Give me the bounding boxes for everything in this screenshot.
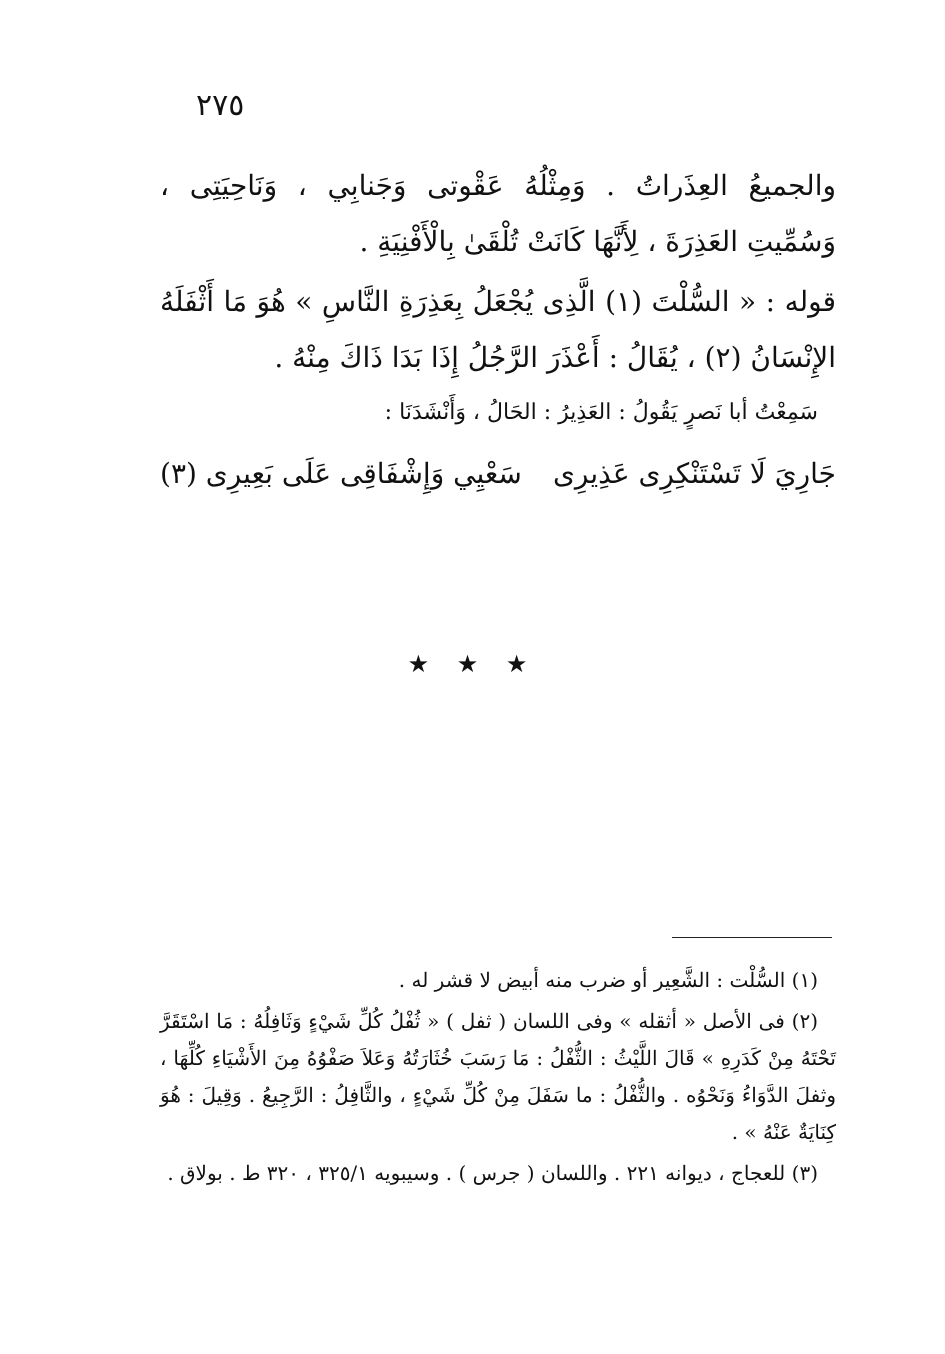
footnote-3-text: (٣) للعجاج ، ديوانه ٢٢١ . واللسان ( جرس ) . وسيبويه ٣٢٥/١ ، ٣٢٠ ط . بولاق .: [167, 1161, 818, 1185]
page-number: ٢٧٥: [196, 88, 245, 123]
footnote-2: [160, 1003, 836, 1151]
poetry-verse: [160, 446, 836, 502]
footnote-2-text: (٢) فى الأصل « أثقله » وفى اللسان ( ثفل ) « ثُفْلُ كُلِّ شَيْءٍ وَثَافِلُهُ : مَا اسْتَقَرَّ تَحْتَهُ مِنْ كَدَرِهِ » قَالَ اللَّيْثُ : الثُّفْلُ : مَا رَسَبَ خُثَارَتُهُ وَعَلاَ صَفْوُهُ مِنَ الأَشْيَاءِ كُلِّهَا ، وثفلَ الدَّوَاءُ وَنَحْوُه . والثُّفْلُ : ما سَفَلَ مِنْ كُلِّ شَيْءٍ ، والثَّافِلُ : الرَّجِيعُ . وَقِيلَ : هُوَ كِنَايَةٌ عَنْهُ » .: [160, 1009, 836, 1144]
footnote-1-text: (١) السُّلْت : الشَّعِير أو ضرب منه أبيض لا قشر له .: [398, 968, 818, 992]
footnote-1: [160, 962, 836, 999]
section-separator-stars: ★ ★ ★: [407, 650, 538, 678]
body-paragraph-2: قوله : « السُّلْتَ (١) الَّذِى يُجْعَلُ بِعَذِرَةِ النَّاسِ » هُوَ مَا أَثْفَلَهُ الإِنْسَانُ (٢) ، يُقَالُ : أَعْذَرَ الرَّجُلُ إِذَا بَدَا ذَاكَ مِنْهُ .: [160, 285, 836, 374]
footnote-divider: [672, 937, 832, 938]
verse-first-hemistich: جَارِيَ لَا تَسْتَنْكِرِى عَذِيرِى: [552, 457, 836, 490]
verse-second-hemistich: سَعْيِي وَإِشْفَاقِى عَلَى بَعِيرِى (٣): [160, 457, 522, 490]
footnote-3: [160, 1155, 836, 1192]
footnotes-section: [160, 962, 836, 1196]
body-paragraph-1: والجميعُ العِذَراتُ . وَمِثْلُهُ عَقْوتى وَجَنابِي ، وَنَاحِيَتِى ، وَسُمِّيتِ العَذِرَةَ ، لِأَنَّهَا كَانَتْ تُلْقَىٰ بِالْأَفْنِيَةِ .: [160, 169, 836, 258]
body-paragraph-3: سَمِعْتُ أبا نَصرٍ يَقُولُ : العَذِيرُ : الحَالُ ، وَأَنْشَدَنَا :: [384, 400, 818, 425]
